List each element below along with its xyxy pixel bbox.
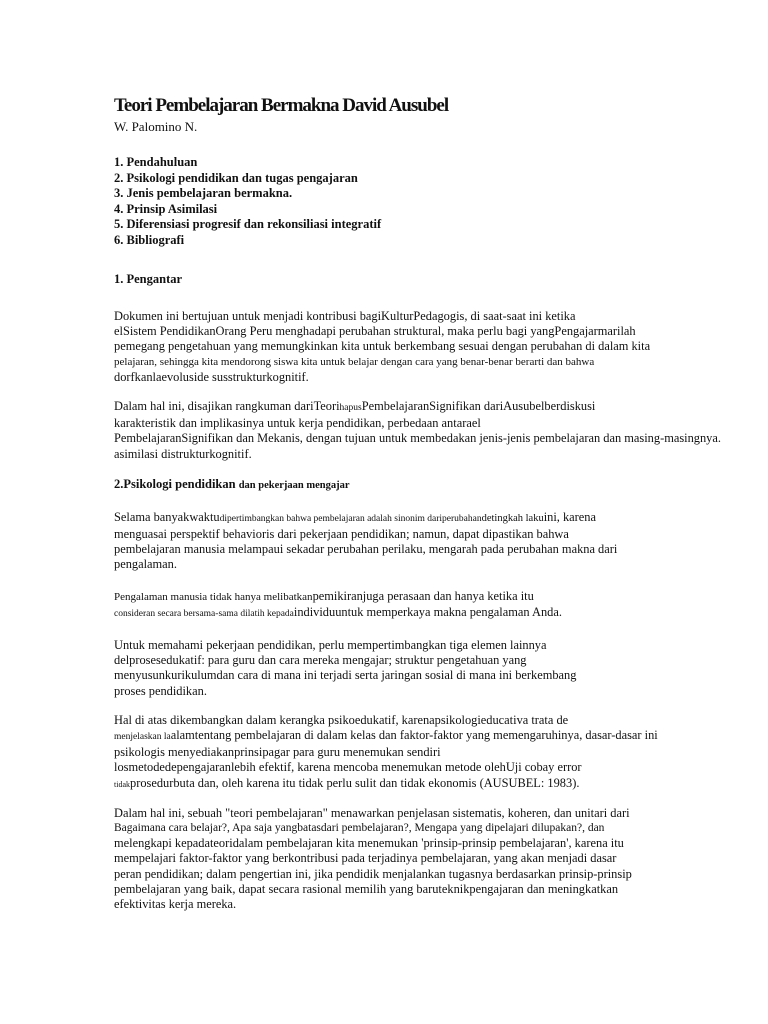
text-line: pembelajaran yang baik, dapat secara rasional memilih yang baruteknikpengajaran dan meningkatkan: [114, 881, 619, 896]
paragraph: [114, 589, 724, 622]
text-line: [114, 776, 724, 792]
text-line: [114, 728, 724, 745]
text-line: elSistem PendidikanOrang Peru menghadapi perubahan struktural, maka perlu bagi yangPengajarmarilah: [114, 324, 636, 339]
text-line: dorfkanlaevoluside susstrukturkognitif.: [114, 369, 309, 384]
text-run: pemikiranjuga perasaan dan hanya ketika itu: [312, 588, 534, 603]
text-line: asimilasi distrukturkognitif.: [114, 446, 252, 461]
text-line: peran pendidikan; dalam pengertian ini, jika pendidik menjalankan tugasnya berdasarkan prinsip-prinsip: [114, 866, 632, 881]
text-run: Dalam hal ini, disajikan rangkuman dariTeori: [114, 399, 340, 414]
paragraph: [114, 510, 724, 573]
text-line: menguasai perspektif behavioris dari pekerjaan pendidikan; namun, dapat dipastikan bahwa: [114, 527, 569, 542]
text-line: Dokumen ini bertujuan untuk menjadi kontribusi bagiKulturPedagogis, di saat-saat ini ketika: [114, 309, 576, 323]
text-line: Dalam hal ini, sebuah "teori pembelajaran" menawarkan penjelasan sistematis, koheren, dan unitari dari: [114, 805, 630, 820]
text-line: losmetodedepengajaranlebih efektif, karena mencoba menemukan metode olehUji cobay error: [114, 760, 582, 775]
heading-run: 2.Psikologi pendidikan: [114, 476, 236, 491]
paragraph: [114, 713, 724, 792]
document-title: Teori Pembelajaran Bermakna David Ausubel: [114, 95, 449, 116]
text-run: individuuntuk memperkaya makna pengalaman Anda.: [293, 604, 562, 619]
text-line: [114, 589, 724, 605]
text-line: delprosesedukatif: para guru dan cara mereka mengajar; struktur pengetahuan yang: [114, 653, 527, 668]
section-heading-psikologi: [114, 476, 724, 494]
text-line: pembelajaran manusia melampaui sekadar perubahan perilaku, mengarah pada perubahan makna dari: [114, 542, 618, 557]
text-run-small: tidak: [114, 779, 130, 789]
paragraph: [114, 399, 724, 462]
paragraph: [114, 806, 724, 912]
table-of-contents: [114, 155, 724, 248]
text-run: detingkah laku: [481, 512, 544, 524]
text-line: [114, 605, 724, 622]
toc-item: 6. Bibliografi: [114, 232, 185, 247]
text-line: pemegang pengetahuan yang memungkinkan kita untuk berkembang sesuai dengan perubahan di dalam kita: [114, 339, 651, 354]
text-run: ini, karena: [543, 509, 596, 524]
heading-run-small: dan pekerjaan mengajar: [238, 479, 350, 491]
text-line: [114, 399, 724, 416]
document-author: W. Palomino N.: [114, 119, 198, 134]
text-line: efektivitas kerja mereka.: [114, 897, 237, 912]
toc-item: 4. Prinsip Asimilasi: [114, 201, 218, 216]
toc-item: 2. Psikologi pendidikan dan tugas pengajaran: [114, 170, 358, 185]
paragraph: [114, 638, 724, 699]
text-line: proses pendidikan.: [114, 683, 207, 698]
text-line: mempelajari faktor-faktor yang berkontribusi pada terjadinya pembelajaran, yang akan menjadi dasar: [114, 851, 617, 866]
toc-item: 1. Pendahuluan: [114, 155, 198, 169]
text-line: Hal di atas dikembangkan dalam kerangka psikoedukatif, karenapsikologieducativa trata de: [114, 712, 569, 727]
document-content: [114, 95, 724, 912]
text-line: [114, 510, 724, 527]
text-line: melengkapi kepadateoridalam pembelajaran kita menemukan 'prinsip-prinsip pembelajaran', karena itu: [114, 836, 624, 851]
section-heading-pengantar: 1. Pengantar: [114, 272, 183, 286]
text-run: prosedurbuta dan, oleh karena itu tidak perlu sulit dan tidak ekonomis (AUSUBEL: 1983).: [130, 775, 580, 790]
text-line: pelajaran, sehingga kita mendorong siswa kita untuk belajar dengan cara yang benar-benar berarti dan bahwa: [114, 355, 595, 368]
text-run-small: Pengalaman manusia tidak hanya melibatkan: [114, 590, 313, 603]
text-line: Untuk memahami pekerjaan pendidikan, perlu mempertimbangkan tiga elemen lainnya: [114, 638, 547, 653]
text-run-small: consideran secara bersama-sama dilatih kepada: [114, 608, 294, 619]
text-line: Bagaimana cara belajar?, Apa saja yangbatasdari pembelajaran?, Mengapa yang dipelajari dilupakan?, dan: [114, 822, 605, 835]
text-line: pengalaman.: [114, 557, 177, 572]
text-run-small: dipertimbangkan bahwa pembelajaran adalah sinonim dariperubahan: [219, 513, 482, 524]
paragraph: [114, 309, 724, 385]
text-run: Selama banyakwaktu: [114, 509, 220, 524]
text-line: menyusunkurikulumdan cara di mana ini terjadi serta jaringan sosial di mana ini berkembang: [114, 668, 577, 683]
text-line: karakteristik dan implikasinya untuk kerja pendidikan, perbedaan antarael: [114, 416, 481, 431]
text-run-small: hapus: [339, 403, 362, 414]
text-run: alamtentang pembelajaran di dalam kelas dan faktor-faktor yang memengaruhinya, dasar-dasar ini: [170, 728, 658, 743]
text-line: PembelajaranSignifikan dan Mekanis, dengan tujuan untuk membedakan jenis-jenis pembelajaran dan masing-masingnya.: [114, 431, 721, 446]
text-run-small: menjelaskan la: [114, 732, 171, 743]
text-run: PembelajaranSignifikan dariAusubelberdiskusi: [361, 399, 596, 414]
toc-item: 3. Jenis pembelajaran bermakna.: [114, 186, 293, 200]
text-line: psikologis menyediakanprinsipagar para guru menemukan sendiri: [114, 745, 441, 760]
toc-item: 5. Diferensiasi progresif dan rekonsiliasi integratif: [114, 217, 382, 231]
